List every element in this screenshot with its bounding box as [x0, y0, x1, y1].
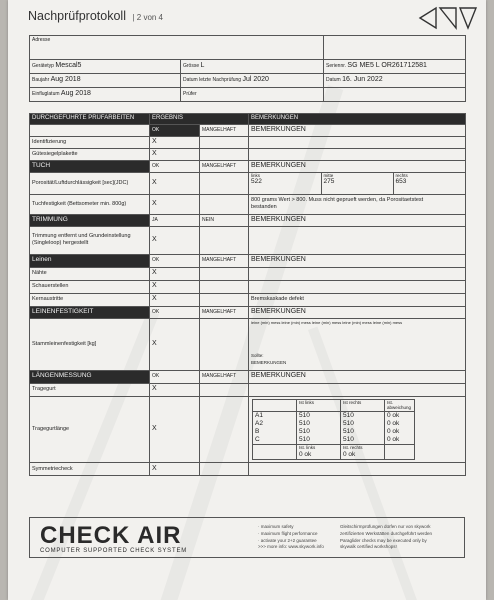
col-work: DURCHGEFÜHRTE PRÜFARBEITEN	[30, 114, 150, 125]
empty-cell	[249, 136, 466, 148]
remarks-head: BEMERKUNGEN	[249, 254, 466, 267]
section-laengenmessung: LÄNGENMESSUNG	[30, 370, 150, 383]
info-table	[29, 35, 466, 102]
serial-cell: Seriennr. SG ME5 L OR261712581	[324, 60, 466, 74]
row-tragegurtlaenge: Tragegurtlänge	[30, 396, 150, 463]
empty-cell	[200, 318, 249, 370]
size-cell: Grösse L	[181, 60, 324, 74]
empty-cell	[385, 445, 415, 460]
soll-remark: BEMERKUNGEN	[251, 359, 287, 365]
empty-cell	[200, 148, 249, 160]
last-check-cell: Datum letzte Nachprüfung Jul 2020	[181, 74, 324, 88]
row-symmetrie: Symmetriecheck	[30, 463, 150, 476]
remarks-head: BEMERKUNGEN	[249, 125, 466, 137]
date-cell: Datum 16. Jun 2022	[324, 74, 466, 88]
model-cell: Gerätetyp Mescal5	[30, 60, 181, 74]
empty-cell	[249, 383, 466, 396]
empty-cell	[324, 88, 466, 102]
section-leinenfestigkeit: LEINENFESTIGKEIT	[30, 306, 150, 318]
riser-links: 510 510 510 510	[297, 411, 341, 445]
empty-cell	[249, 267, 466, 280]
tuchfest-remark: 800 grams Wert > 800. Muss nicht geprueft werden, da Porositaetstest bestanden	[249, 194, 466, 214]
row-naehte: Nähte	[30, 267, 150, 280]
riser-table	[252, 399, 415, 461]
mangelhaft-head: MANGELHAFT	[200, 370, 249, 383]
porosity-values	[249, 172, 466, 194]
year-cell: Baujahr Aug 2018	[30, 74, 181, 88]
mark-ok: X	[150, 194, 200, 214]
checkair-logo: CHECK AIR	[40, 522, 182, 549]
page-number: | 2 von 4	[132, 13, 164, 22]
checker-cell: Prüfer	[181, 88, 324, 102]
empty-cell	[253, 445, 297, 460]
empty-cell	[200, 267, 249, 280]
firstflight-cell: Einfluglatum Aug 2018	[30, 88, 181, 102]
mark-ja: X	[150, 226, 200, 254]
poros-left: links 522	[249, 173, 321, 194]
remarks-head: BEMERKUNGEN	[249, 306, 466, 318]
mangelhaft-head: MANGELHAFT	[200, 254, 249, 267]
footer-banner	[29, 517, 465, 558]
ok-head: OK	[150, 370, 200, 383]
remarks-head: BEMERKUNGEN	[249, 370, 466, 383]
mark-ok: X	[150, 318, 200, 370]
poros-right: rechts 653	[393, 173, 465, 194]
row-scheuerstellen: Schauerstellen	[30, 280, 150, 293]
col-remarks: BEMERKUNGEN	[249, 114, 466, 125]
row-porositaet: Porosität/Luftdurchlässigkeit [sec](JDC)	[30, 172, 150, 194]
empty-cell	[200, 172, 249, 194]
empty-cell	[200, 293, 249, 306]
mark-ok: X	[150, 293, 200, 306]
section-trimmung: TRIMMUNG	[30, 214, 150, 226]
empty-cell	[324, 36, 466, 60]
riser-head-rechts: Ist rechts	[341, 399, 385, 411]
riser-head-abw: Ist. abweichung	[385, 399, 415, 411]
empty-cell	[30, 125, 150, 137]
empty-cell	[200, 280, 249, 293]
nein-head: NEIN	[200, 214, 249, 226]
skywalk-logo-icon	[418, 4, 478, 32]
checkair-subtitle: COMPUTER SUPPORTED CHECK SYSTEM	[40, 548, 188, 554]
kern-remark: Bremskaskade defekt	[249, 293, 466, 306]
mark-ok: X	[150, 383, 200, 396]
riser-foot-links: Ist. links 0 ok	[297, 445, 341, 460]
stamm-head: leine (min) mess leine (min) mess leine (min) mess leine (min) mess leine (min) mess	[251, 319, 403, 325]
row-kernaustritte: Kernaustritte	[30, 293, 150, 306]
empty-cell	[249, 280, 466, 293]
row-trimmung: Trimmung entfernt und Grundeinstellung (Singleloop) hergestellt	[30, 226, 150, 254]
footer-points: · maximum safety · maximum flight performance · activate your 2+2 guarantee >>> more info: www.skywork.info	[258, 524, 324, 550]
address-cell: Adresse	[30, 36, 324, 60]
mark-ok: X	[150, 267, 200, 280]
ja-head: JA	[150, 214, 200, 226]
riser-abw: 0 ok 0 ok 0 ok 0 ok	[385, 411, 415, 445]
empty-cell	[200, 463, 249, 476]
ok-head: OK	[150, 306, 200, 318]
mark-ok: X	[150, 172, 200, 194]
row-tragegurt: Tragegurt	[30, 383, 150, 396]
mark-ok: X	[150, 136, 200, 148]
mark-ok: X	[150, 463, 200, 476]
remarks-head: BEMERKUNGEN	[249, 214, 466, 226]
riser-head-links: Ist links	[297, 399, 341, 411]
riser-foot-rechts: Ist. rechts 0 ok	[341, 445, 385, 460]
empty-cell	[249, 226, 466, 254]
empty-cell	[249, 463, 466, 476]
mangelhaft-head: MANGELHAFT	[200, 125, 249, 137]
empty-cell	[249, 148, 466, 160]
stamm-measure	[249, 318, 466, 370]
section-leinen: Leinen	[30, 254, 150, 267]
title-text: Nachprüfprotokoll	[28, 9, 126, 23]
check-table	[29, 113, 466, 476]
document-page	[8, 0, 486, 600]
remarks-head: BEMERKUNGEN	[249, 160, 466, 172]
empty-cell	[200, 136, 249, 148]
mark-ok: X	[150, 148, 200, 160]
mangelhaft-head: MANGELHAFT	[200, 306, 249, 318]
mangelhaft-head: MANGELHAFT	[200, 160, 249, 172]
ok-head: OK	[150, 254, 200, 267]
row-tuchfestigkeit: Tuchfestigkeit (Bettsometer min. 800g)	[30, 194, 150, 214]
row-identifizierung: Identifizierung	[30, 136, 150, 148]
riser-measure	[249, 396, 466, 463]
mark-ok: X	[150, 396, 200, 463]
page-title	[28, 9, 163, 23]
poros-mid: mitte 275	[321, 173, 393, 194]
ok-head: OK	[150, 125, 200, 137]
footer-note: Gleitschirmprüfungen dürfen nur von skywork zertifizierten Werkstätten durchgeführt werden Paraglider checks may be executed only by skywalk certified workshops!	[340, 524, 432, 550]
riser-rechts: 510 510 510 510	[341, 411, 385, 445]
mark-ok: X	[150, 280, 200, 293]
empty-cell	[200, 383, 249, 396]
row-stammleinen: Stammleinenfestigkeit [kg]	[30, 318, 150, 370]
empty-cell	[200, 396, 249, 463]
section-tuch: TUCH	[30, 160, 150, 172]
col-result: ERGEBNIS	[150, 114, 249, 125]
ok-head: OK	[150, 160, 200, 172]
empty-cell	[200, 194, 249, 214]
row-guetesiegel: Gütesiegelplakette	[30, 148, 150, 160]
empty-cell	[200, 226, 249, 254]
soll-label: Sollte:	[251, 352, 264, 358]
riser-name: A1 A2 B C	[253, 411, 297, 445]
empty-cell	[253, 399, 297, 411]
